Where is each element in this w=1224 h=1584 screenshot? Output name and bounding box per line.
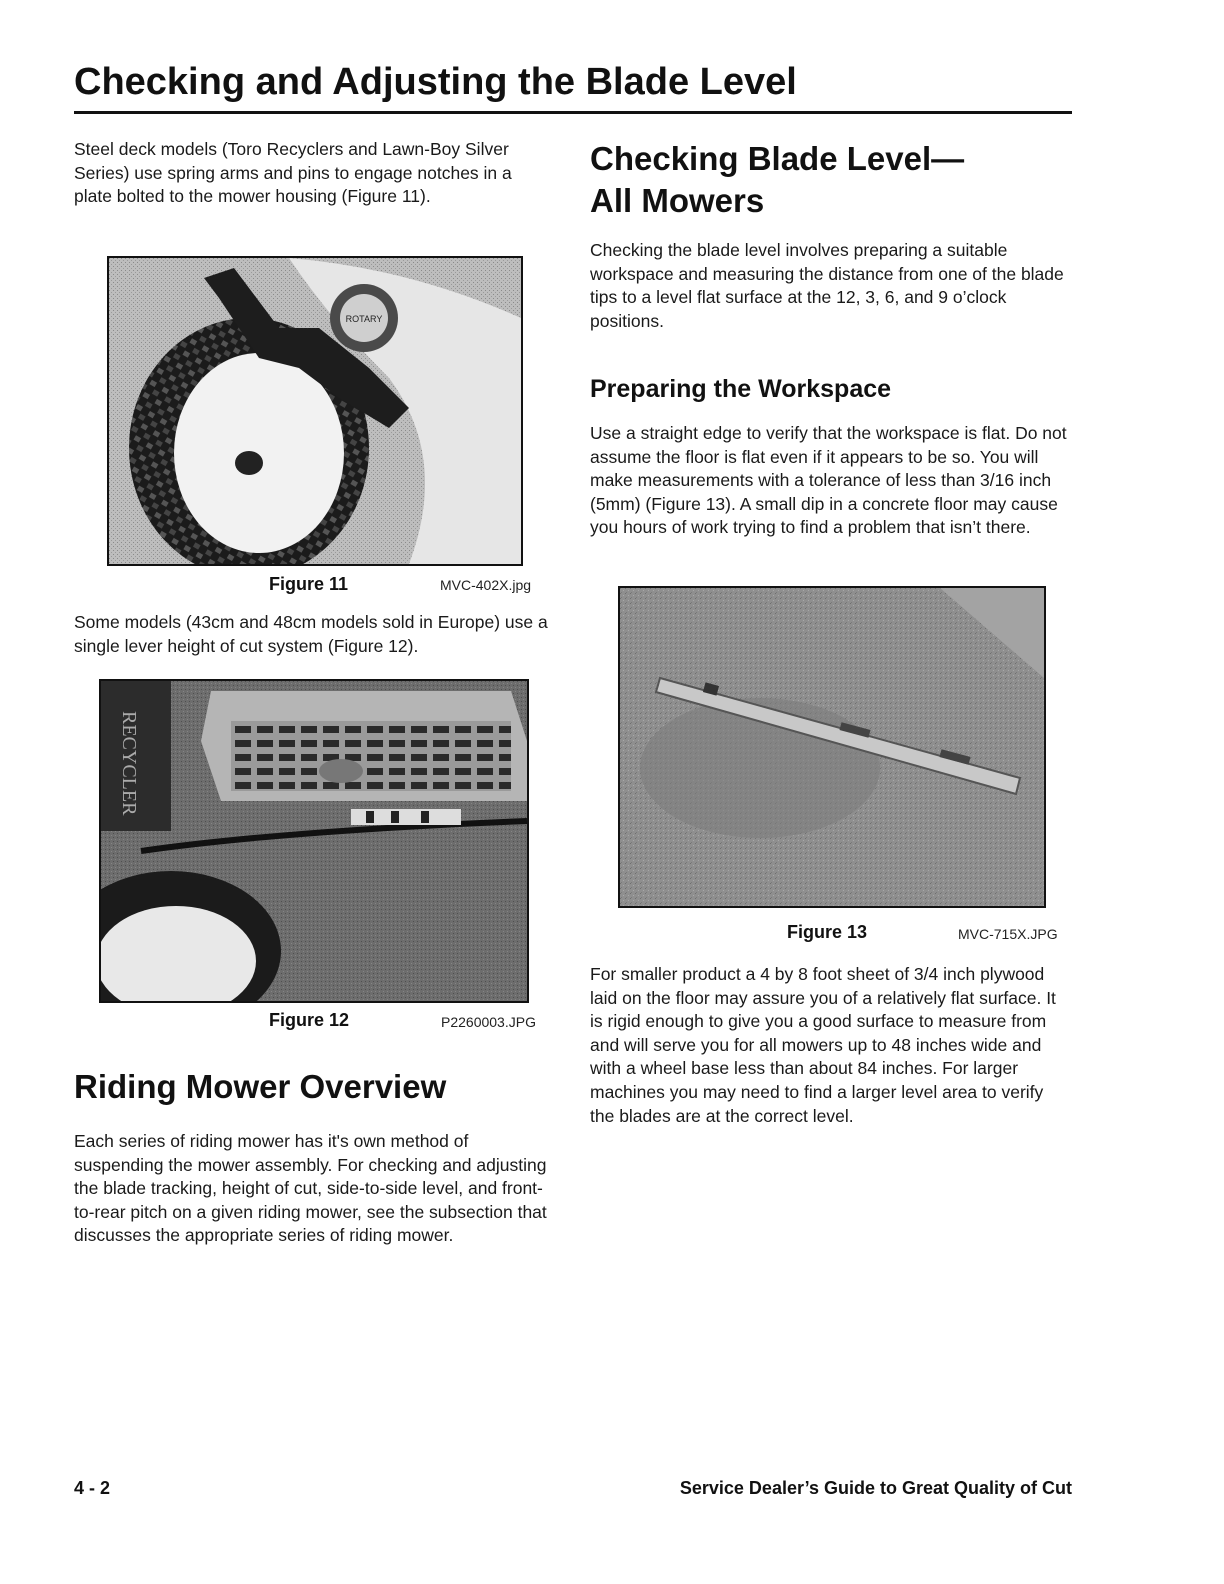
page-title: Checking and Adjusting the Blade Level [74,61,797,103]
figure-11-label: Figure 11 [269,574,349,594]
figure-13-label: Figure 13 [787,922,868,942]
workspace-paragraph: Use a straight edge to verify that the workspace is flat. Do not assume the floor is flat even if it appears to be so. You will make measurements with a tolerance of less than 3/16 inch (5mm) (Figure 13). A small dip in a concrete floor may cause you hours of work trying to find a problem that isn’t there. [590,423,1067,538]
figure-12-recycler-text: RECYCLER [118,711,140,816]
figure-12-filename: P2260003.JPG [441,1014,536,1030]
figure-11-wheel-label: ROTARY [345,314,383,324]
checking-blade-level-heading [590,138,1074,222]
blade-level-intro: Checking the blade level involves preparing a suitable workspace and measuring the distance from one of the blade tips to a level flat surface at the 12, 3, 6, and 9 o’clock positions. [590,240,1064,331]
figure-13-filename: MVC-715X.JPG [958,926,1058,942]
footer-guide-title: Service Dealer’s Guide to Great Quality of Cut [679,1478,1072,1498]
steel-deck-paragraph: Steel deck models (Toro Recyclers and Lawn-Boy Silver Series) use spring arms and pins to engage notches in a plate bolted to the mower housing (Figure 11). [74,139,512,207]
single-lever-paragraph: Some models (43cm and 48cm models sold in Europe) use a single lever height of cut system (Figure 12). [74,612,548,656]
left-column [74,138,554,209]
heading-line-1: Checking Blade Level— [590,140,965,177]
riding-mower-heading: Riding Mower Overview [74,1068,447,1105]
page-number: 4 - 2 [74,1478,111,1498]
right-column [590,138,1074,222]
riding-mower-paragraph: Each series of riding mower has it's own method of suspending the mower assembly. For checking and adjusting the blade tracking, height of cut, side-to-side level, and front-to-rear pitch on a given riding mower, see the subsection that discusses the appropriate series of riding mower. [74,1131,547,1246]
title-rule [74,111,1072,114]
figure-12-label: Figure 12 [269,1010,350,1030]
figure-12-image [99,679,529,1003]
figure-11-image [107,256,523,566]
plywood-paragraph: For smaller product a 4 by 8 foot sheet of 3/4 inch plywood laid on the floor may assure you of a relatively flat surface. It is rigid enough to give you a good surface to measure from and will serve you for all mowers up to 48 inches wide and with a wheel base less than about 84 inches. For larger machines you may need to find a larger level area to verify the blades are at the correct level. [590,964,1056,1126]
workspace-heading: Preparing the Workspace [590,375,892,403]
figure-11-filename: MVC-402X.jpg [440,577,532,593]
heading-line-2: All Mowers [590,182,765,219]
figure-13-image [618,586,1046,908]
